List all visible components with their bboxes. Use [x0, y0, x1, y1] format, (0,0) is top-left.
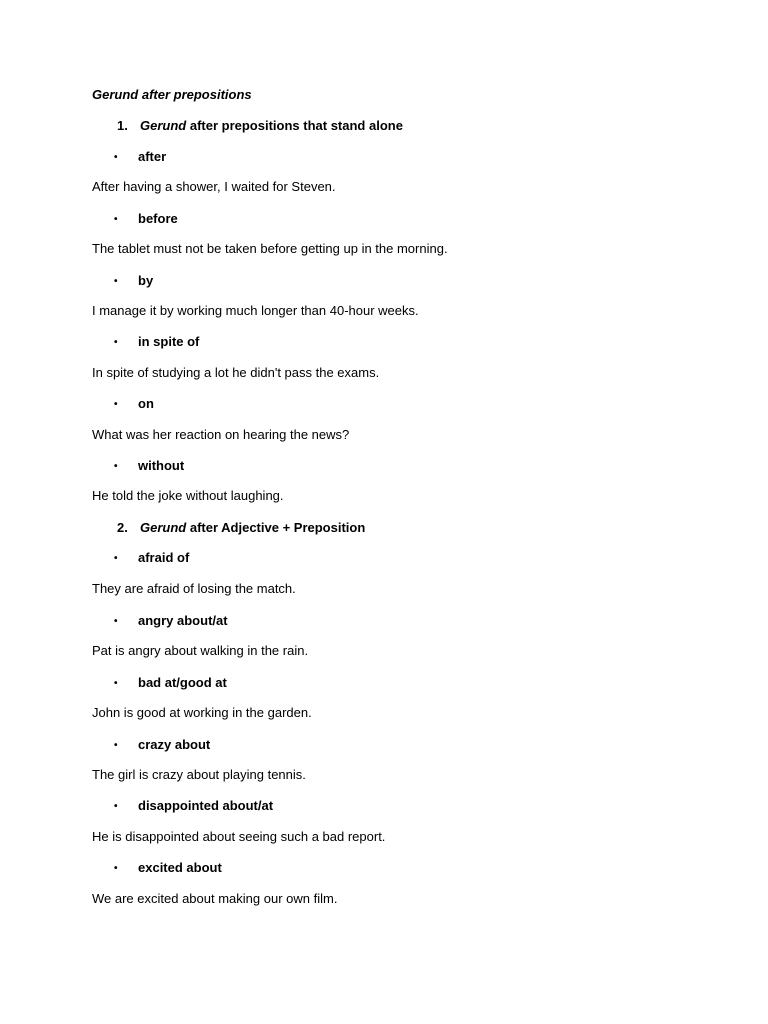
example-sentence: Pat is angry about walking in the rain.: [92, 643, 309, 658]
bullet-icon: •: [114, 214, 118, 225]
example-sentence: What was her reaction on hearing the news?: [92, 427, 350, 442]
section-number: 1.: [117, 118, 128, 133]
term-text: before: [138, 211, 178, 226]
term-text: on: [138, 396, 154, 411]
bullet-icon: •: [114, 399, 118, 410]
example-sentence: John is good at working in the garden.: [92, 705, 312, 720]
term-text: crazy about: [138, 737, 211, 752]
example-sentence: After having a shower, I waited for Steven.: [92, 179, 336, 194]
list-item-term: [114, 395, 154, 414]
bullet-icon: •: [114, 337, 118, 348]
term-text: without: [138, 458, 185, 473]
list-item-term: [114, 148, 166, 167]
list-item-term: [114, 210, 178, 229]
list-item-term: [114, 736, 210, 755]
list-item-term: [114, 674, 227, 693]
list-item-term: [114, 333, 199, 352]
bullet-icon: •: [114, 553, 118, 564]
section-heading-emphasis: Gerund: [140, 520, 187, 535]
bullet-icon: •: [114, 678, 118, 689]
bullet-icon: •: [114, 801, 118, 812]
bullet-icon: •: [114, 152, 118, 163]
example-sentence: He is disappointed about seeing such a bad report.: [92, 829, 386, 844]
document-title: Gerund after prepositions: [92, 87, 252, 102]
section-heading-text: after prepositions that stand alone: [186, 118, 403, 133]
example-sentence: We are excited about making our own film.: [92, 891, 338, 906]
term-text: in spite of: [138, 334, 200, 349]
example-sentence: He told the joke without laughing.: [92, 488, 284, 503]
bullet-icon: •: [114, 616, 118, 627]
term-text: angry about/at: [138, 613, 228, 628]
term-text: afraid of: [138, 550, 190, 565]
example-sentence: They are afraid of losing the match.: [92, 581, 296, 596]
term-text: after: [138, 149, 167, 164]
term-text: by: [138, 273, 154, 288]
example-sentence: The girl is crazy about playing tennis.: [92, 767, 306, 782]
section-heading-text: after Adjective + Preposition: [186, 520, 366, 535]
example-sentence: In spite of studying a lot he didn't pass the exams.: [92, 365, 380, 380]
section-heading-1: [117, 117, 403, 135]
bullet-icon: •: [114, 276, 118, 287]
section-number: 2.: [117, 520, 128, 535]
list-item-term: [114, 797, 273, 816]
list-item-term: [114, 859, 222, 878]
section-heading-2: [117, 519, 365, 537]
example-sentence: The tablet must not be taken before getting up in the morning.: [92, 241, 448, 256]
term-text: bad at/good at: [138, 675, 227, 690]
list-item-term: [114, 612, 228, 631]
bullet-icon: •: [114, 863, 118, 874]
example-sentence: I manage it by working much longer than 40-hour weeks.: [92, 303, 419, 318]
list-item-term: [114, 272, 153, 291]
bullet-icon: •: [114, 461, 118, 472]
list-item-term: [114, 549, 189, 568]
list-item-term: [114, 457, 184, 476]
section-heading-emphasis: Gerund: [140, 118, 187, 133]
bullet-icon: •: [114, 740, 118, 751]
term-text: excited about: [138, 860, 222, 875]
term-text: disappointed about/at: [138, 798, 274, 813]
